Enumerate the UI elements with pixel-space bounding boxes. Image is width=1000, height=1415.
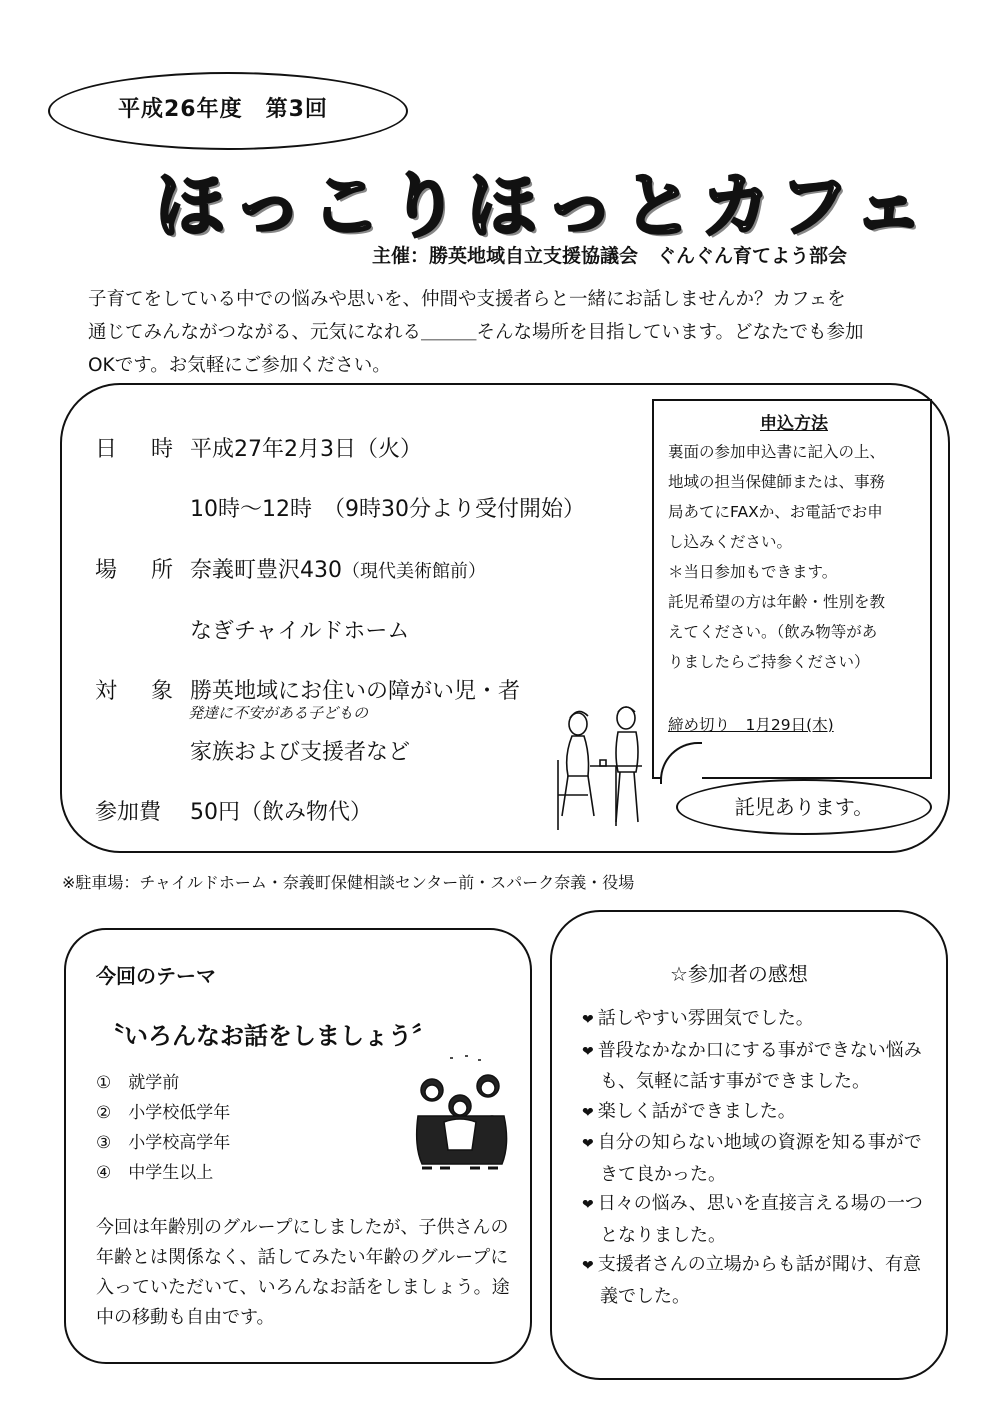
- group-item: ④ 中学生以上: [96, 1163, 214, 1183]
- feedback-item: ❤ 支援者さんの立場からも話が聞け、有意義でした。: [582, 1250, 932, 1311]
- group-item: ③ 小学校高学年: [96, 1133, 231, 1153]
- fee-row: [95, 795, 372, 826]
- target-line1: 勝英地域にお住いの障がい児・者: [190, 679, 521, 704]
- theme-quote: 〝いろんなお話をしましょう〞: [100, 1022, 436, 1050]
- feedback-item: ❤ 楽しく話ができました。: [582, 1097, 932, 1129]
- childcare-badge: 託児あります。: [676, 779, 932, 835]
- place-note: （現代美術館前）: [342, 561, 486, 582]
- feedback-item: ❤ 日々の悩み、思いを直接言える場の一つとなりました。: [582, 1189, 932, 1250]
- feedback-item: ❤ 自分の知らない地域の資源を知る事ができて良かった。: [582, 1128, 932, 1189]
- application-line: りましたらご持参ください）: [668, 653, 870, 671]
- group-item: ① 就学前: [96, 1073, 180, 1093]
- application-line: ＊当日参加もできます。: [668, 563, 838, 581]
- cafe-illustration: [548, 700, 658, 840]
- feedback-list: [582, 1004, 932, 1311]
- intro-line: OKです。お気軽にご参加ください。: [88, 355, 391, 376]
- application-line: 裏面の参加申込書に記入の上、: [668, 443, 886, 461]
- target-label: 対 象: [95, 679, 180, 704]
- children-illustration: [410, 1052, 516, 1174]
- feedback-item: ❤ 普段なかなか口にする事ができない悩みも、気軽に話す事ができました。: [582, 1036, 932, 1097]
- group-list: [96, 1068, 230, 1188]
- application-line: し込みください。: [668, 533, 793, 551]
- intro-text: [88, 283, 933, 382]
- application-line: 局あてにFAXか、お電話でお申: [668, 503, 883, 521]
- application-line: えてください。（飲み物等があ: [668, 623, 878, 641]
- date-label: 日 時: [95, 437, 180, 462]
- parking-note: ※駐車場：チャイルドホーム・奈義町保健相談センター前・スパーク奈義・役場: [62, 873, 635, 892]
- handwritten-note: 発達に不安がある子どもの: [188, 704, 369, 722]
- feedback-item: ❤ 話しやすい雰囲気でした。: [582, 1004, 932, 1036]
- fee-label: 参加費: [95, 800, 162, 825]
- place-row: [95, 553, 486, 584]
- target-row: [95, 674, 520, 705]
- application-line: 地域の担当保健師または、事務: [668, 473, 886, 491]
- session-oval: [48, 72, 408, 150]
- target-line2: 家族および支援者など: [190, 740, 411, 765]
- session-label: 平成26年度 第3回: [118, 97, 328, 122]
- application-box: [652, 399, 932, 779]
- date-value: 平成27年2月3日（火）: [190, 437, 422, 462]
- time-value: 10時～12時 （9時30分より受付開始）: [190, 497, 585, 522]
- deadline: 締め切り 1月29日(木): [668, 716, 834, 734]
- theme-body: 今回は年齢別のグループにしましたが、子供さんの年齢とは関係なく、話してみたい年齢のグループに入っていただいて、いろんなお話をしましょう。途中の移動も自由です。: [96, 1217, 510, 1328]
- fee-value: 50円（飲み物代）: [190, 800, 372, 825]
- application-heading: 申込方法: [760, 414, 828, 434]
- feedback-heading: ☆参加者の感想: [670, 962, 808, 986]
- group-item: ② 小学校低学年: [96, 1103, 231, 1123]
- place-name: なぎチャイルドホーム: [190, 619, 410, 644]
- intro-line: 子育てをしている中での悩みや思いを、仲間や支援者らと一緒にお話しませんか？カフェを: [88, 289, 846, 310]
- application-line: 託児希望の方は年齢・性別を教: [668, 593, 886, 611]
- date-row: [95, 432, 422, 463]
- organizer: 主催：勝英地域自立支援協議会 ぐんぐん育てよう部会: [372, 245, 848, 267]
- place-label: 場 所: [95, 558, 180, 583]
- intro-line: 通じてみんながつながる、元気になれる＿＿＿そんな場所を目指しています。どなたでも参加: [88, 322, 864, 343]
- place-address: 奈義町豊沢430: [190, 558, 342, 583]
- theme-heading: 今回のテーマ: [96, 964, 216, 988]
- page-title: ほっこりほっとカフェ: [155, 165, 932, 247]
